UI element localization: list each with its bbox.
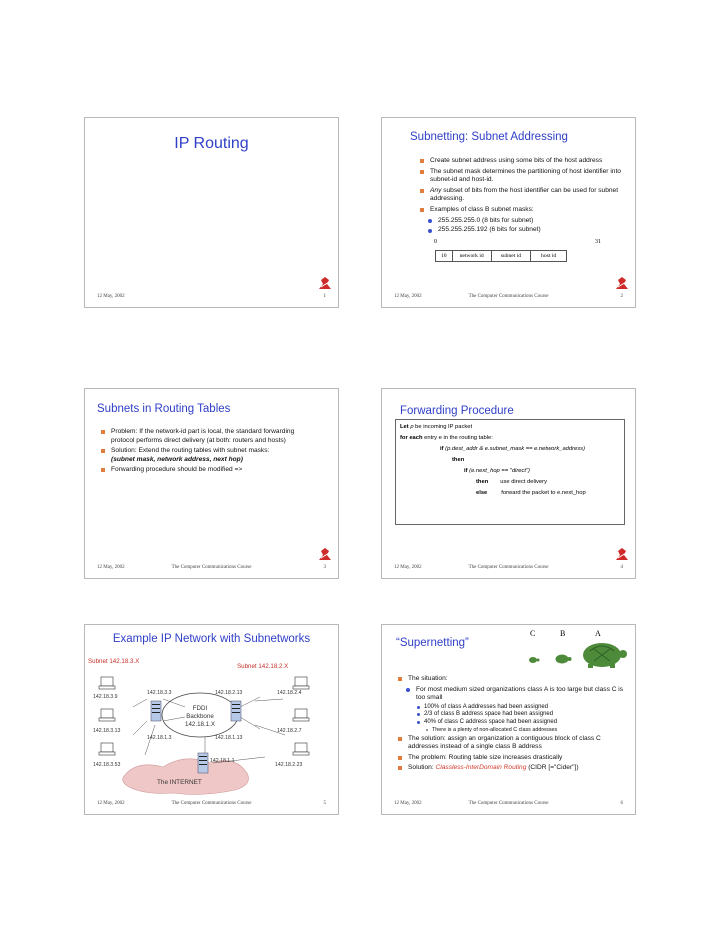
- turtle-medium-icon: [554, 653, 572, 665]
- bullet-item: Solution: Extend the routing tables with subnet masks: (subnet mask, network address, next hop): [101, 447, 301, 464]
- field-subnet-id: subnet id: [491, 251, 530, 262]
- slide-2: [381, 117, 636, 308]
- slide-1: [84, 117, 339, 308]
- code-line: for each entry e in the routing table:: [400, 435, 493, 441]
- bullet-item: Forwarding procedure should be modified =>: [101, 466, 301, 475]
- turtle-large-icon: [580, 639, 628, 669]
- slide-4: [381, 388, 636, 579]
- router-address: 142.18.1.13: [215, 735, 243, 741]
- code-line: if (e.next_hop == "direct"): [464, 468, 530, 474]
- bullet-item: The problem: Routing table size increases drastically: [398, 754, 630, 763]
- host-address: 142.18.3.9: [93, 694, 118, 700]
- sub-sub-bullet-item: 40% of class C address space had been assigned: [398, 719, 630, 727]
- footer-date: 12 May, 2002: [97, 294, 125, 299]
- footer-date: 12 May, 2002: [394, 294, 422, 299]
- sub-sub-bullet-item: 2/3 of class B address space had been assigned: [398, 711, 630, 719]
- logo-icon: [317, 275, 333, 291]
- bit-label-start: 0: [434, 239, 437, 245]
- bit-label-end: 31: [595, 239, 601, 245]
- sub-bullet-item: 255.255.255.192 (6 bits for subnet): [420, 226, 630, 235]
- page-number: 6: [620, 801, 623, 806]
- page-number: 2: [620, 294, 623, 299]
- slide-5: [84, 624, 339, 815]
- bullet-list: [398, 675, 630, 775]
- sub-sub-sub-bullet-item: There is a plenty of non-allocated C class addresses: [398, 727, 630, 734]
- bullet-item: Examples of class B subnet masks:: [420, 206, 630, 215]
- subnet-label-left: Subnet 142.18.3.X: [88, 658, 140, 665]
- page-number: 3: [323, 565, 326, 570]
- internet-cloud: [123, 759, 249, 795]
- code-line: if (p.dest_addr & e.subnet_mask == e.network_address): [440, 446, 586, 452]
- footer-date: 12 May, 2002: [97, 801, 125, 806]
- footer-date: 12 May, 2002: [394, 565, 422, 570]
- bullet-item: The situation:: [398, 675, 630, 684]
- turtle-small-icon: [528, 655, 540, 664]
- sub-sub-bullet-item: 100% of class A addresses had been assigned: [398, 704, 630, 712]
- slide-title: IP Routing: [174, 135, 249, 152]
- footer-course: The Computer Communications Course: [171, 801, 252, 806]
- sub-bullet-item: 255.255.255.0 (8 bits for subnet): [420, 217, 630, 226]
- sub-bullet-item: For most medium sized organizations class A is too large but class C is too small: [398, 686, 630, 703]
- host-address: 142.18.2.7: [277, 728, 302, 734]
- bullet-item: Solution: Classless-InterDomain Routing (CIDR [="Cider"]): [398, 764, 630, 773]
- internet-label: The INTERNET: [157, 779, 202, 786]
- footer-course: The Computer Communications Course: [468, 294, 549, 299]
- bullet-item: Create subnet address using some bits of the host address: [420, 157, 630, 166]
- slide-title: Subnetting: Subnet Addressing: [410, 131, 568, 143]
- subnet-label-right: Subnet 142.18.2.X: [237, 663, 289, 670]
- bullet-list: [101, 428, 301, 477]
- router-address: 142.18.2.13: [215, 690, 243, 696]
- turtle-label-a: A: [595, 629, 601, 638]
- logo-icon: [317, 546, 333, 562]
- page-number: 4: [620, 565, 623, 570]
- slide-3: [84, 388, 339, 579]
- field-class-bits: 10: [436, 251, 453, 262]
- bullet-list: [420, 157, 630, 236]
- footer-date: 12 May, 2002: [394, 801, 422, 806]
- slide-6: [381, 624, 636, 815]
- page-number: 1: [323, 294, 326, 299]
- field-host-id: host id: [531, 251, 567, 262]
- footer-course: The Computer Communications Course: [171, 565, 252, 570]
- code-line: else forward the packet to e.next_hop: [476, 490, 586, 496]
- page-number: 5: [323, 801, 326, 806]
- host-address: 142.18.2.23: [275, 762, 303, 768]
- code-line: then use direct delivery: [476, 479, 547, 485]
- footer-date: 12 May, 2002: [97, 565, 125, 570]
- router-address: 142.18.1.1: [210, 758, 235, 764]
- slide-title: “Supernetting”: [396, 637, 469, 649]
- slide-title: Forwarding Procedure: [400, 405, 514, 417]
- bullet-item: Problem: If the network-id part is local, the standard forwarding protocol performs direct delivery (at both: routers and hosts): [101, 428, 301, 445]
- footer-course: The Computer Communications Course: [468, 801, 549, 806]
- router-address: 142.18.3.3: [147, 690, 172, 696]
- router-address: 142.18.1.3: [147, 735, 172, 741]
- turtle-label-b: B: [560, 629, 566, 638]
- bullet-item: The solution: assign an organization a contiguous block of class C addresses instead of a single class B address: [398, 735, 630, 752]
- logo-icon: [614, 275, 630, 291]
- code-line: then: [452, 457, 465, 463]
- slide-title: Subnets in Routing Tables: [97, 403, 231, 415]
- address-format-table: [435, 250, 567, 262]
- bullet-item: The subnet mask determines the partitioning of host identifier into subnet-id and host-id.: [420, 168, 630, 185]
- slide-title: Example IP Network with Subnetworks: [112, 633, 311, 645]
- code-line: Let p be incoming IP packet: [400, 424, 473, 430]
- field-network-id: network id: [452, 251, 491, 262]
- footer-course: The Computer Communications Course: [468, 565, 549, 570]
- bullet-item: Any subset of bits from the host identifier can be used for subnet addressing.: [420, 187, 630, 204]
- turtle-label-c: C: [530, 629, 536, 638]
- fddi-backbone-label: FDDI Backbone 142.18.1.X: [185, 705, 215, 728]
- pseudocode-box: [395, 419, 625, 525]
- host-address: 142.18.3.53: [93, 762, 121, 768]
- logo-icon: [614, 546, 630, 562]
- host-address: 142.18.2.4: [277, 690, 302, 696]
- host-address: 142.18.3.13: [93, 728, 121, 734]
